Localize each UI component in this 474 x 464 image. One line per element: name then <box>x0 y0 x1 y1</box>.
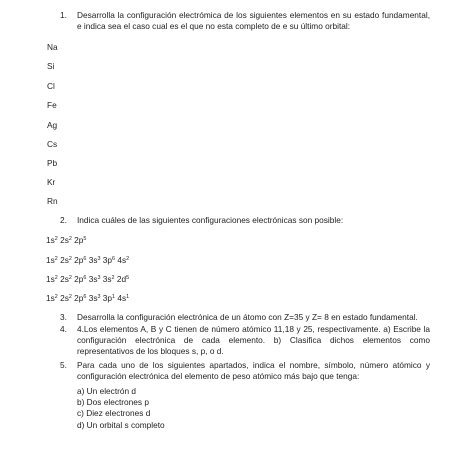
orbital-term: 2s <box>60 255 69 265</box>
question-1-number: 1. <box>60 10 67 20</box>
orbital-term: 2d <box>116 274 127 284</box>
orbital-term: 2p <box>74 293 84 303</box>
electron-count: 3 <box>97 274 101 281</box>
element-kr: Kr <box>47 177 56 187</box>
question-4-text: 4.Los elementos A, B y C tienen de número atómico 11,18 y 25, respectivamente. a) Escribe la configuración electrónica de cada elemento. b) Clasifica dichos elementos como representativos de los bloques s, p, o d. <box>77 324 430 357</box>
orbital-term: 1s <box>46 274 55 284</box>
orbital-term: 2s <box>60 293 69 303</box>
orbital-term: 2s <box>60 274 69 284</box>
electron-count: 2 <box>54 255 58 262</box>
question-3-text: Desarrolla la configuración electrónica de un átomo con Z=35 y Z= 8 en estado fundamental. <box>77 312 418 322</box>
element-si: Si <box>47 61 55 71</box>
electron-count: 2 <box>54 235 58 242</box>
orbital-term: 3s <box>88 274 98 284</box>
orbital-term: 4s <box>117 293 127 303</box>
electron-count: 2 <box>54 274 58 281</box>
question-2 <box>60 215 430 226</box>
element-pb: Pb <box>47 158 58 168</box>
orbital-term: 4s <box>117 255 127 265</box>
option-b: b) Dos electrones p <box>77 397 149 408</box>
orbital-term: 3s <box>102 274 112 284</box>
orbital-term: 1s <box>46 255 55 265</box>
question-5-options <box>77 386 165 431</box>
element-rn: Rn <box>47 196 58 206</box>
configuration-4 <box>46 293 129 304</box>
electron-count: 3 <box>97 255 101 262</box>
question-5-text: Para cada uno de los siguientes apartados, indica el nombre, símbolo, número atómico y configuración electrónica del elemento de peso atómico más bajo que tenga: <box>77 360 430 382</box>
orbital-term: 2p <box>74 235 84 245</box>
question-5-number: 5. <box>60 360 67 370</box>
electron-count: 6 <box>83 255 87 262</box>
electron-count: 2 <box>68 255 72 262</box>
option-c: c) Diez electrones d <box>77 408 151 419</box>
question-1 <box>60 10 430 32</box>
electron-count: 6 <box>112 255 116 262</box>
orbital-term: 3s <box>88 255 98 265</box>
configuration-1 <box>46 235 86 246</box>
electron-count: 2 <box>54 293 58 300</box>
orbital-term: 1s <box>46 293 55 303</box>
question-4 <box>60 324 430 358</box>
electron-count: 5 <box>83 235 87 242</box>
orbital-term: 2p <box>74 274 84 284</box>
electron-count: 6 <box>83 293 87 300</box>
question-3 <box>60 312 430 323</box>
element-ag: Ag <box>47 120 58 130</box>
electron-count: 2 <box>68 274 72 281</box>
option-a: a) Un electrón d <box>77 386 137 396</box>
question-2-number: 2. <box>60 215 67 225</box>
electron-count: 2 <box>68 235 72 242</box>
orbital-term: 3p <box>102 255 113 265</box>
question-4-number: 4. <box>60 324 67 334</box>
element-fe: Fe <box>47 100 57 110</box>
element-cl: Cl <box>47 81 55 91</box>
orbital-term: 3p <box>102 293 113 303</box>
configuration-2 <box>46 255 129 266</box>
electron-count: 1 <box>112 293 116 300</box>
element-cs: Cs <box>47 139 58 149</box>
orbital-term: 1s <box>46 235 55 245</box>
electron-count: 2 <box>68 293 72 300</box>
question-2-text: Indica cuáles de las siguientes configuraciones electrónicas son posible: <box>77 215 344 225</box>
configuration-3 <box>46 274 129 285</box>
element-na: Na <box>47 42 58 52</box>
option-d: d) Un orbital s completo <box>77 419 165 430</box>
electron-count: 6 <box>83 274 87 281</box>
orbital-term: 2p <box>74 255 84 265</box>
orbital-term: 3s <box>88 293 98 303</box>
question-5 <box>60 360 430 382</box>
electron-count: 5 <box>126 274 130 281</box>
question-1-text: Desarrolla la configuración electrómica de los siguientes elementos en su estado fundamental, e indica sea el caso cual es el que no esta completo de e su último orbital: <box>77 10 430 32</box>
electron-count: 3 <box>97 293 101 300</box>
question-3-number: 3. <box>60 312 67 322</box>
electron-count: 2 <box>111 274 115 281</box>
orbital-term: 2s <box>60 235 69 245</box>
electron-count: 2 <box>126 255 130 262</box>
electron-count: 1 <box>126 293 130 300</box>
